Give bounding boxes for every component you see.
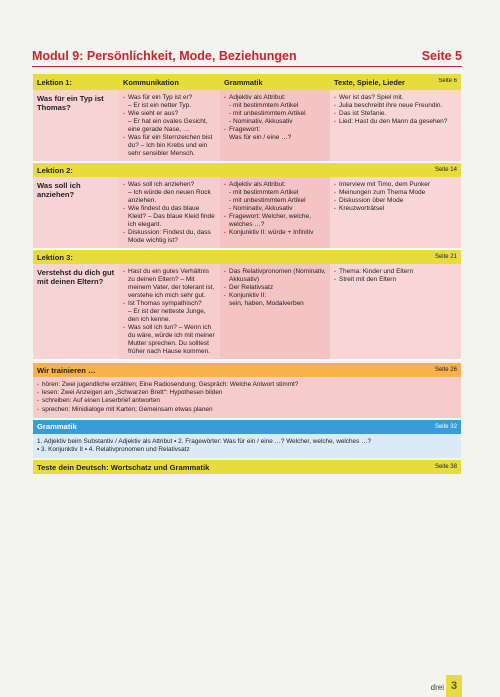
list-item: ▪ Hast du ein gutes Verhältnis zu deinen Eltern? – Mit meinem Vater, der tolerant ist, verstehe ich mich sehr gut. — [123, 268, 217, 300]
list-item: ▪ lesen: Zwei Anzeigen am „Schwarzen Brett“: Hypothesen bilden — [37, 389, 457, 397]
test-page: Seite 38 — [434, 464, 457, 471]
lesson1-grammatik — [224, 94, 327, 142]
training-page: Seite 26 — [434, 367, 457, 373]
lesson1-texte — [334, 94, 458, 126]
list-item: ▪ Konjunktiv II: sein, haben, Modalverben — [224, 292, 327, 308]
header-grammatik: Grammatik — [224, 77, 263, 87]
lesson2-header — [33, 163, 461, 177]
list-item: ▪ Wer ist das? Spiel mit. — [334, 94, 458, 102]
list-item: ▪ Der Relativsatz — [224, 284, 327, 292]
list-item: ▪ Konjunktiv II: würde + Infinitiv — [224, 229, 327, 237]
list-item: ▪ Was soll ich anziehen? – Ich würde den neuen Rock anziehen. — [123, 181, 217, 205]
training-list — [37, 381, 457, 414]
header-texte — [330, 78, 461, 87]
list-item: ▪ Adjektiv als Attribut: - mit bestimmtem Artikel - mit unbestimmtem Artikel - Nominativ, Akkusativ — [224, 94, 327, 126]
lesson2-row — [33, 177, 461, 250]
list-item: ▪ Fragewort: Welcher, welche, welches …? — [224, 213, 327, 229]
lesson2-kommunikation — [123, 181, 217, 245]
list-item: ▪ Interview mit Timo, dem Punker — [334, 181, 458, 189]
title-rule — [32, 66, 462, 67]
list-item: ▪ Adjektiv als Attribut: - mit bestimmtem Artikel - mit unbestimmtem Artikel - Nominativ, Akkusativ — [224, 181, 327, 213]
list-item: ▪ Ist Thomas sympathisch? – Er ist der netteste Junge, den ich kenne. — [123, 300, 217, 324]
list-item: ▪ Das Relativpronomen (Nominativ, Akkusativ) — [224, 268, 327, 284]
grammatik-box — [33, 434, 461, 458]
header-lektion: Lektion 1: — [37, 77, 72, 87]
list-item: ▪ Das ist Stefanie. — [334, 110, 458, 118]
grammatik-page: Seite 32 — [434, 423, 457, 430]
training-header — [33, 363, 461, 377]
lesson3-header — [33, 250, 461, 264]
list-item: ▪ Wie sieht er aus? – Er hat ein ovales Gesicht, eine gerade Nase, … — [123, 110, 217, 134]
list-item: ▪ Was für ein Sternzeichen bist du? – Ich bin Krebs und ein sehr sensibler Mensch. — [123, 134, 217, 158]
list-item: ▪ sprechen: Minidialoge mit Karten; Gemeinsam etwas planen — [37, 406, 457, 414]
list-item: ▪ Lied: Hast du den Mann da gesehen? — [334, 118, 458, 126]
lesson1-kommunikation — [123, 94, 217, 158]
lesson2-title: Was soll ich anziehen? — [33, 177, 119, 248]
list-item: ▪ Wie findest du das blaue Kleid? – Das blaue Kleid finde ich elegant. — [123, 205, 217, 229]
lesson3-texte — [334, 268, 458, 284]
training-box — [33, 377, 461, 418]
lesson3-grammatik — [224, 268, 327, 308]
list-item: ▪ Thema: Kinder und Eltern — [334, 268, 458, 276]
header-kommunikation: Kommunikation — [123, 77, 179, 87]
lesson1-title: Was für ein Typ ist Thomas? — [33, 90, 119, 161]
page-title: Modul 9: Persönlichkeit, Mode, Beziehungen — [32, 49, 297, 63]
list-item: ▪ Meinungen zum Thema Mode — [334, 189, 458, 197]
page-reference: Seite 5 — [421, 49, 462, 63]
page-number: 3 — [446, 675, 462, 697]
lesson2-grammatik — [224, 181, 327, 237]
lesson3-label: Lektion 3: — [37, 252, 73, 262]
training-title: Wir trainieren … — [37, 365, 96, 375]
lesson1-page: Seite 6 — [438, 77, 457, 84]
grammatik-title: Grammatik — [37, 422, 77, 432]
lesson2-texte — [334, 181, 458, 213]
list-item: ▪ schreiben: Auf einen Leserbrief antworten — [37, 397, 457, 405]
test-header — [33, 460, 461, 474]
grammatik-header — [33, 420, 461, 434]
test-title: Teste dein Deutsch: Wortschatz und Grammatik — [37, 462, 210, 472]
list-item: ▪ Kreuzworträtsel — [334, 205, 458, 213]
list-item: ▪ Was soll ich tun? – Wenn ich du wäre, würde ich mit meiner Mutter sprechen. Du solltest früher nach Hause kommen. — [123, 324, 217, 356]
list-item: ▪ Diskussion über Mode — [334, 197, 458, 205]
lesson1-row — [33, 90, 461, 163]
lesson2-page: Seite 14 — [434, 167, 457, 173]
grammatik-line2: ▪ 3. Konjunktiv II ▪ 4. Relativpronomen und Relativsatz — [37, 446, 190, 454]
lesson3-title: Verstehst du dich gut mit deinen Eltern? — [33, 264, 119, 359]
list-item: ▪ Diskussion: Findest du, dass Mode wichtig ist? — [123, 229, 217, 245]
header-texte-label: Texte, Spiele, Lieder — [334, 77, 405, 87]
lesson3-kommunikation — [123, 268, 217, 356]
lesson3-page: Seite 21 — [434, 254, 457, 260]
contents-table — [33, 74, 461, 474]
footer-page-word: drei — [430, 683, 444, 692]
list-item: ▪ Julia beschreibt ihre neue Freundin. — [334, 102, 458, 110]
lesson3-row — [33, 264, 461, 361]
list-item: ▪ Streit mit den Eltern — [334, 276, 458, 284]
list-item: ▪ Was für ein Typ ist er? – Er ist ein netter Typ. — [123, 94, 217, 110]
list-item: ▪ Fragewort: Was für ein / eine …? — [224, 126, 327, 142]
lesson2-label: Lektion 2: — [37, 165, 73, 175]
table-header — [33, 74, 461, 90]
grammatik-line1: 1. Adjektiv beim Substantiv / Adjektiv als Attribut ▪ 2. Fragewörter: Was für ein / eine …? Welcher, welche, welches …? — [37, 437, 372, 445]
list-item: ▪ hören: Zwei jugendliche erzählen; Eine Radiosendung; Gespräch: Welche Antwort stimmt? — [37, 381, 457, 389]
